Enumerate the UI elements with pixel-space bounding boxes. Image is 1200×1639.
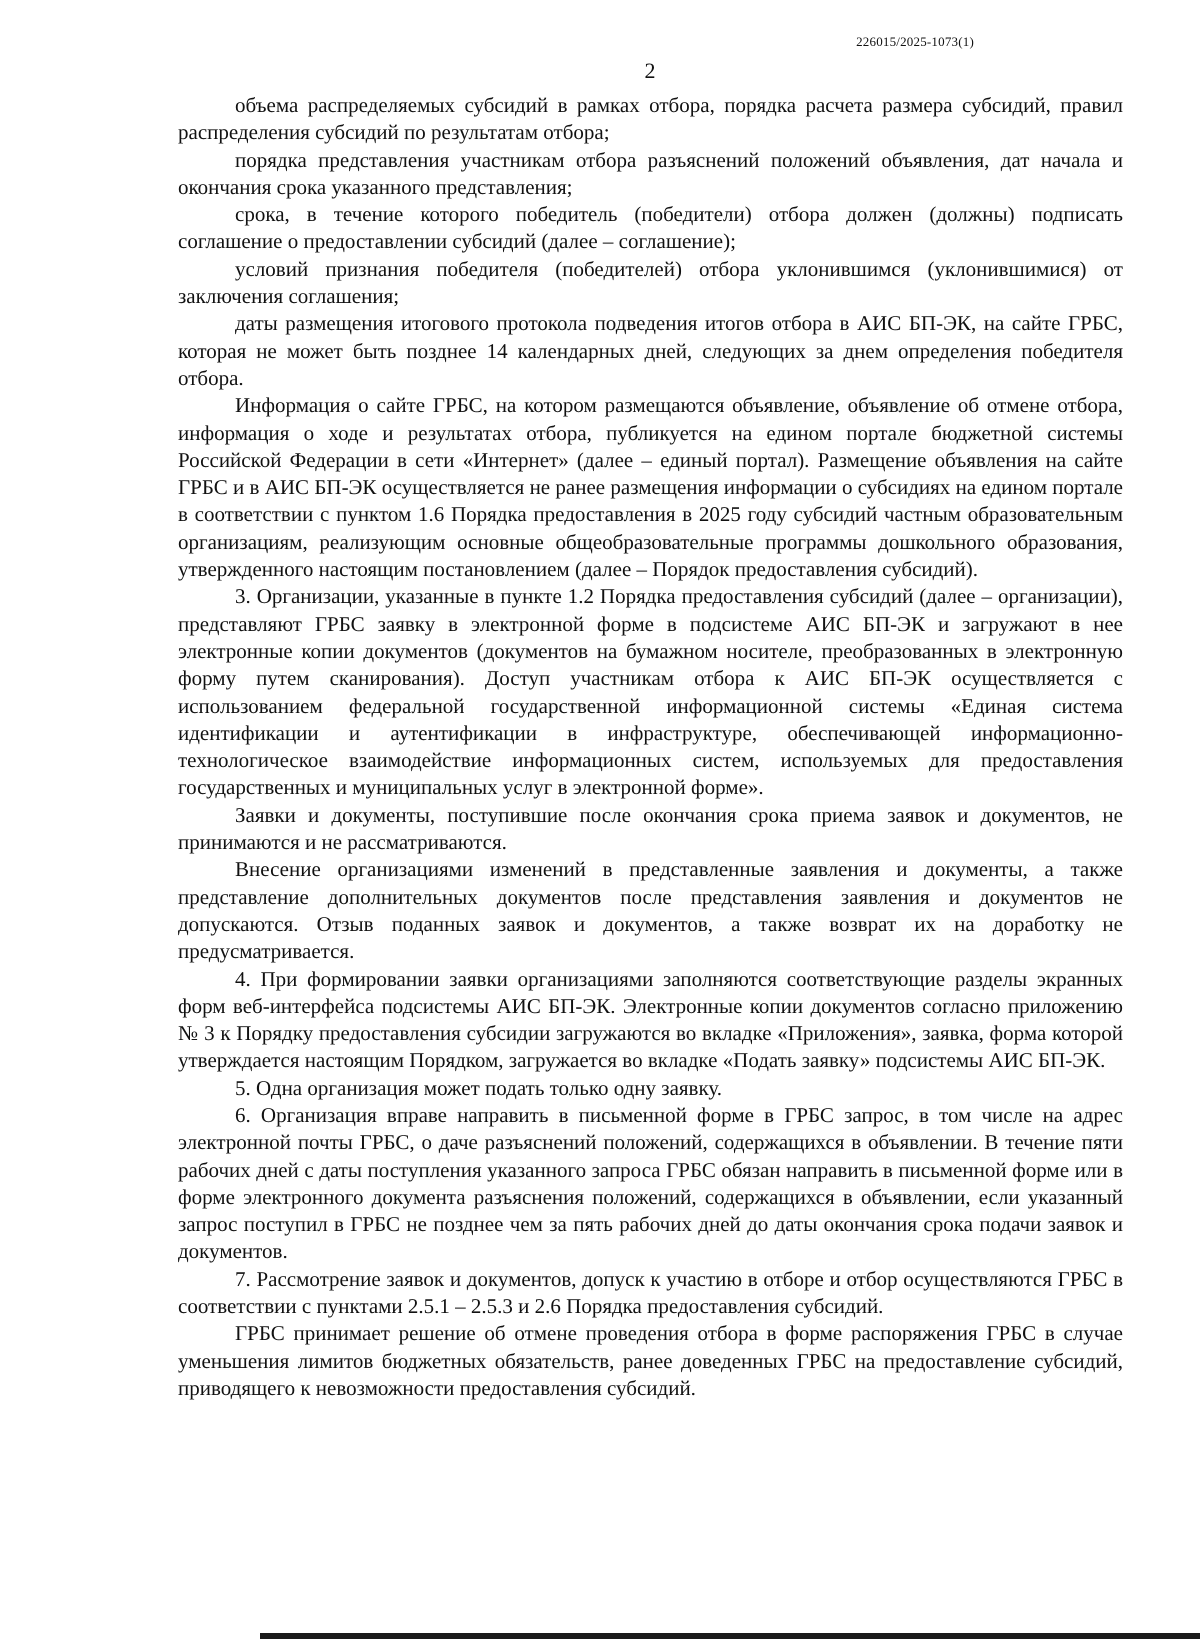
paragraph-evasion-conditions: условий признания победителя (победителей) отбора уклонившимся (уклонившимися) от заключения соглашения; xyxy=(178,256,1123,309)
paragraph-item-3: 3. Организации, указанные в пункте 1.2 Порядка предоставления субсидий (далее – организации), представляют ГРБС заявку в электронной форме в подсистеме АИС БП-ЭК и загружают в нее электронные копии документов (документов на бумажном носителе, преобразованных в электронную форму путем сканирования). Доступ участникам отбора к АИС БП-ЭК осуществляется с использованием федеральной государственной информационной системы «Единая система идентификации и аутентификации в инфраструктуре, обеспечивающей информационно-технологическое взаимодействие информационных систем, используемых для предоставления государственных и муниципальных услуг в электронной форме». xyxy=(178,584,1123,800)
paragraph-item-7: 7. Рассмотрение заявок и документов, допуск к участию в отборе и отбор осуществляются ГРБС в соответствии с пунктами 2.5.1 – 2.5.3 и 2.6 Порядка предоставления субсидий. xyxy=(178,1266,1123,1319)
paragraph-subsidy-volume: объема распределяемых субсидий в рамках отбора, порядка расчета размера субсидий, правил распределения субсидий по результатам отбора; xyxy=(178,93,1123,145)
paragraph-item-6: 6. Организация вправе направить в письменной форме в ГРБС запрос, в том числе на адрес электронной почты ГРБС, о даче разъяснений положений, содержащихся в объявлении. В течение пяти рабочих дней с даты поступления указанного запроса ГРБС обязан направить в письменной форме или в форме электронного документа разъяснения положений, содержащихся в объявлении, если указанный запрос поступил в ГРБС не позднее чем за пять рабочих дней до даты окончания срока подачи заявок и документов. xyxy=(178,1102,1123,1264)
paragraph-item-5: 5. Одна организация может подать только одну заявку. xyxy=(235,1075,723,1100)
paragraph-late-applications: Заявки и документы, поступившие после окончания срока приема заявок и документов, не принимаются и не рассматриваются. xyxy=(178,802,1123,855)
scan-edge-bar xyxy=(260,1633,1200,1639)
paragraph-website-info: Информация о сайте ГРБС, на котором размещаются объявление, объявление об отмене отбора, информация о ходе и результатах отбора, публикуется на едином портале бюджетной системы Российской Федерации в сети «Интернет» (далее – единый портал). Размещение объявления на сайте ГРБС и в АИС БП-ЭК осуществляется не ранее размещения информации о субсидиях на едином портале в соответствии с пунктом 1.6 Порядка предоставления в 2025 году субсидий частным образовательным организациям, реализующим основные общеобразовательные программы дошкольного образования, утвержденного настоящим постановлением (далее – Порядок предоставления субсидий). xyxy=(178,393,1123,582)
paragraph-selection-cancellation: ГРБС принимает решение об отмене проведения отбора в форме распоряжения ГРБС в случае уменьшения лимитов бюджетных обязательств, ранее доведенных ГРБС на предоставление субсидий, приводящего к невозможности предоставления субсидий. xyxy=(178,1321,1123,1400)
paragraph-clarification-procedure: порядка представления участникам отбора разъяснений положений объявления, дат начала и окончания срока указанного представления; xyxy=(178,147,1123,199)
paragraph-item-4: 4. При формировании заявки организациями заполняются соответствующие разделы экранных форм веб-интерфейса подсистемы АИС БП-ЭК. Электронные копии документов согласно приложению № 3 к Порядку предоставления субсидии загружаются во вкладке «Приложения», заявка, форма которой утверждается настоящим Порядком, загружается во вкладке «Подать заявку» подсистемы АИС БП-ЭК. xyxy=(178,966,1123,1073)
paragraph-protocol-dates: даты размещения итогового протокола подведения итогов отбора в АИС БП-ЭК, на сайте ГРБС, которая не может быть позднее 14 календарных дней, следующих за днем определения победителя отбора. xyxy=(178,311,1123,390)
document-registration-number: 226015/2025-1073(1) xyxy=(856,34,974,49)
document-body xyxy=(178,92,1123,1402)
paragraph-no-changes: Внесение организациями изменений в представленные заявления и документы, а также представление дополнительных документов после представления заявления и документов не допускаются. Отзыв поданных заявок и документов, а также возврат их на доработку не предусматривается. xyxy=(178,857,1123,964)
paragraph-agreement-deadline: срока, в течение которого победитель (победители) отбора должен (должны) подписать соглашение о предоставлении субсидий (далее – соглашение); xyxy=(178,202,1123,254)
page-number: 2 xyxy=(644,58,656,83)
